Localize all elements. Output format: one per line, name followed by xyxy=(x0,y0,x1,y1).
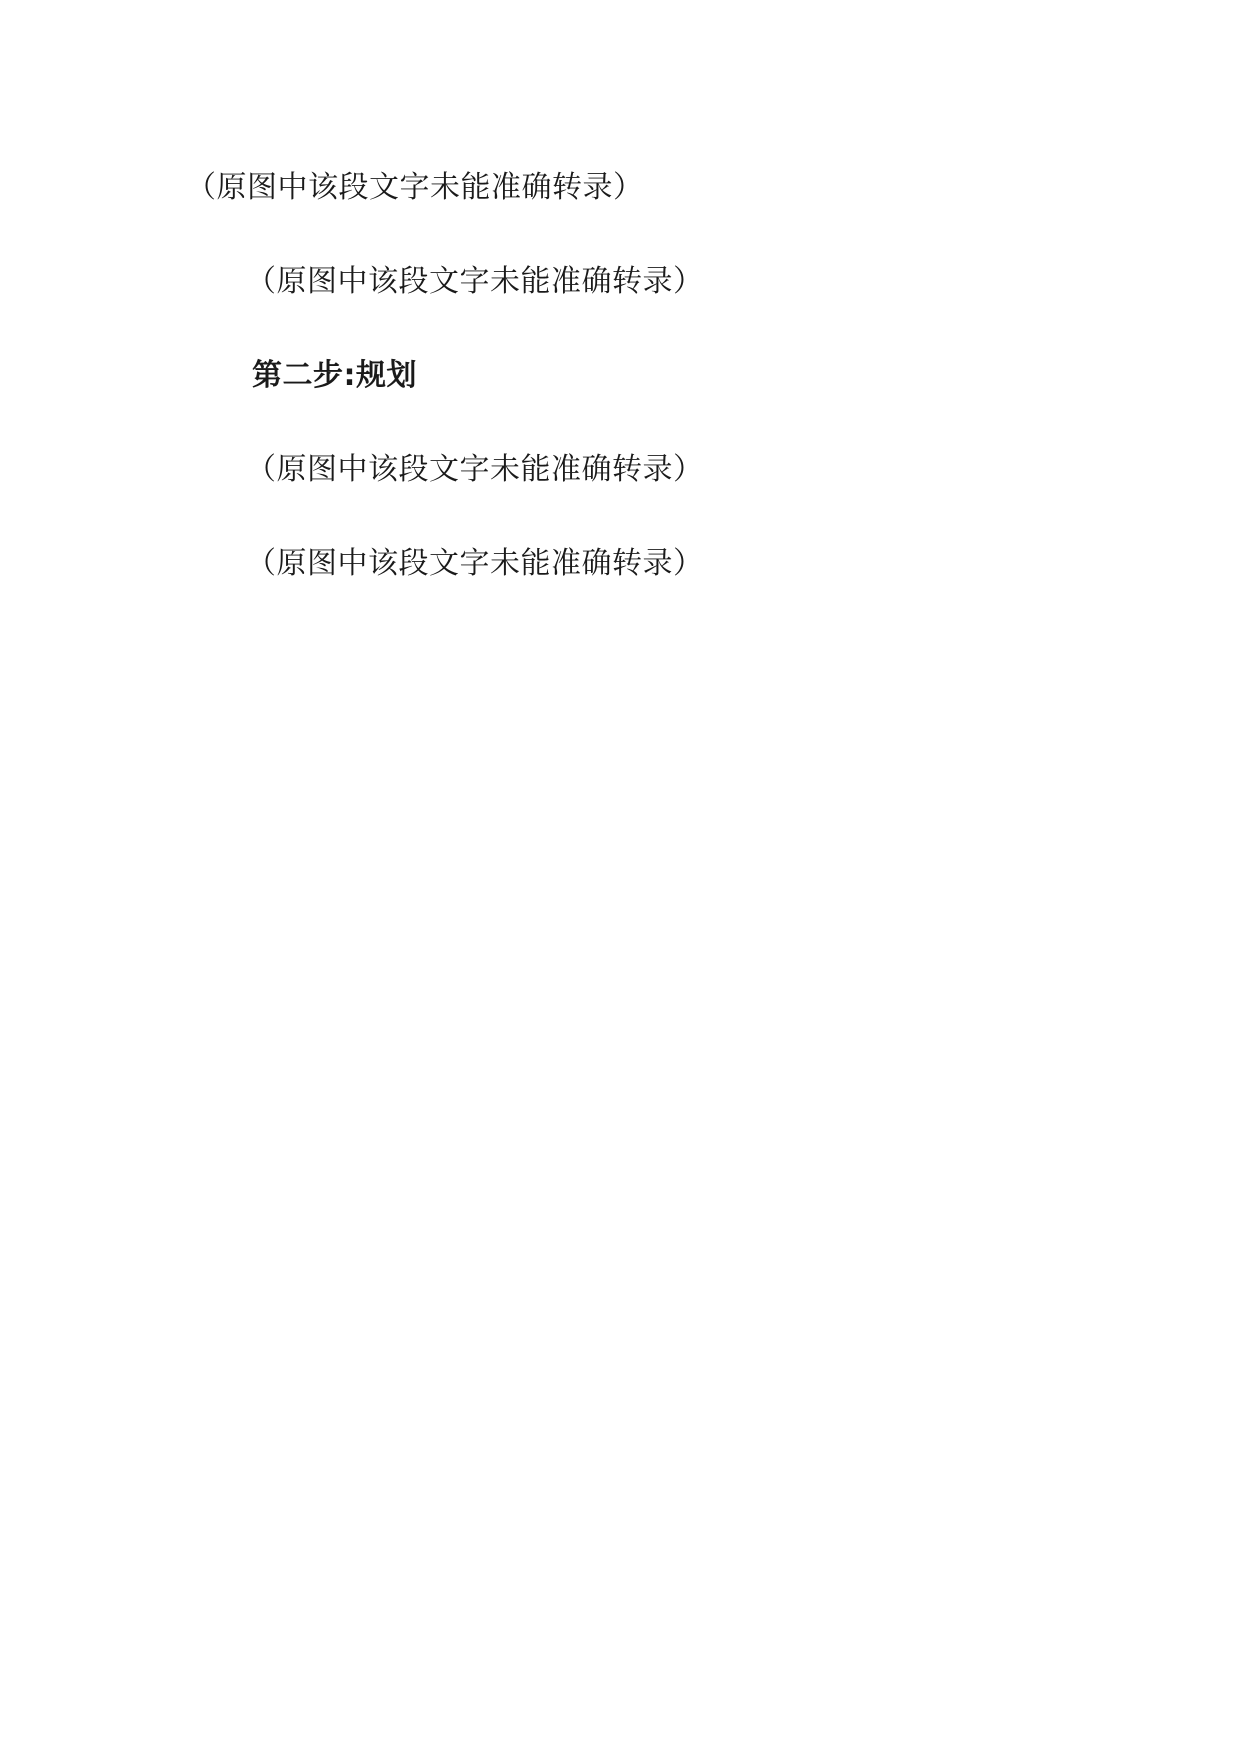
step-heading: 第二步:规划 xyxy=(252,358,417,393)
paragraph-4: （原图中该段文字未能准确转录） xyxy=(246,546,704,581)
document-body xyxy=(186,156,1054,626)
paragraph-2: （原图中该段文字未能准确转录） xyxy=(246,264,704,299)
paragraph-3: （原图中该段文字未能准确转录） xyxy=(246,452,704,487)
paragraph-1: （原图中该段文字未能准确转录） xyxy=(186,170,644,205)
